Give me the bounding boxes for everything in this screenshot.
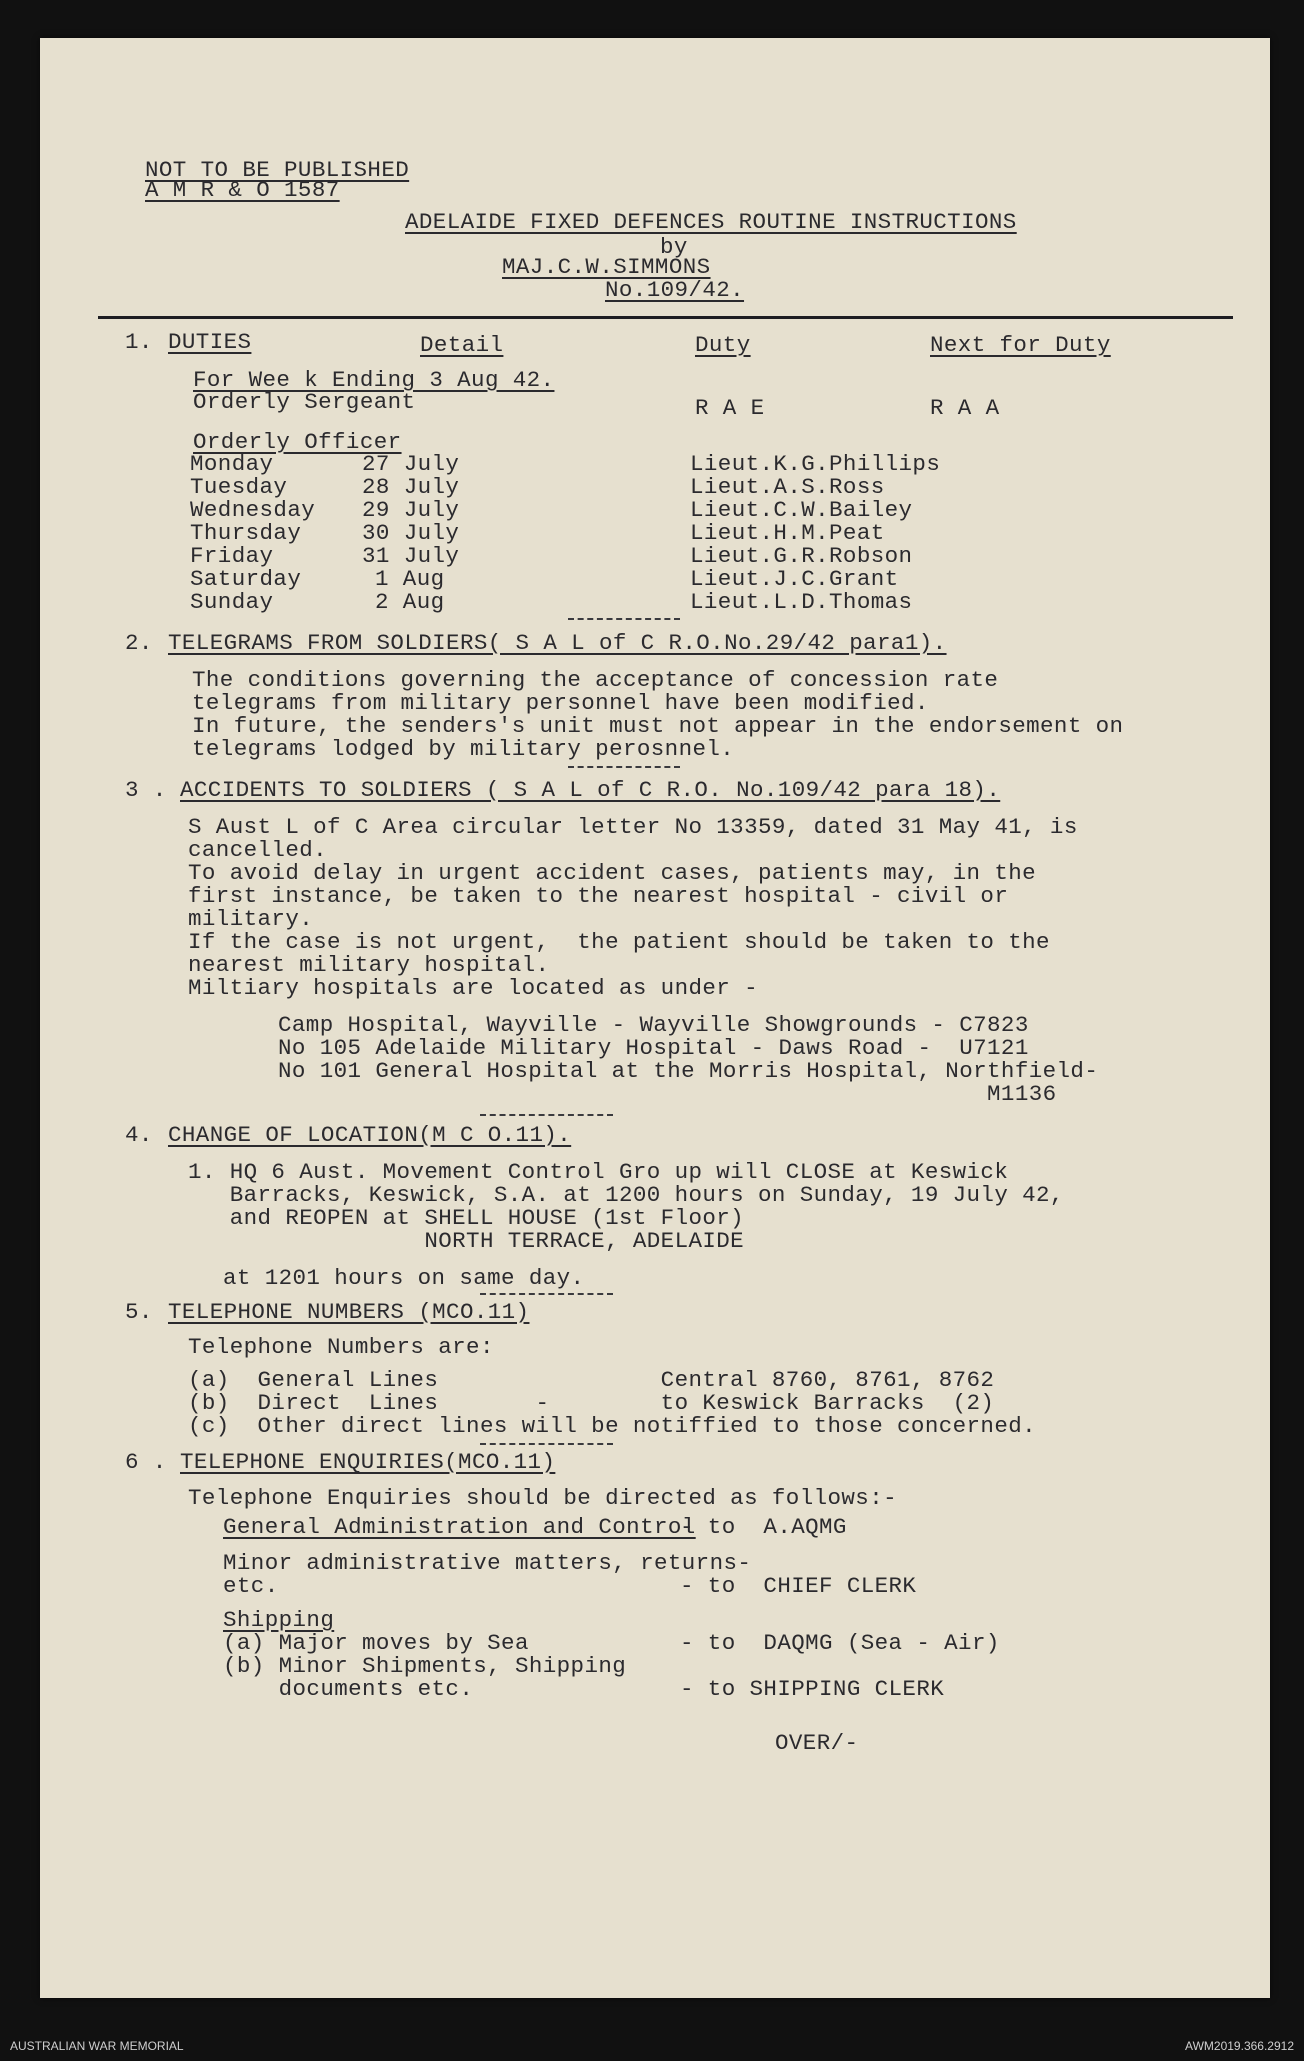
roster-day: Monday [190, 451, 274, 477]
section-5-heading: TELEPHONE NUMBERS (MCO.11) [168, 1299, 530, 1325]
roster-day: Thursday [190, 520, 302, 546]
section-1-number: 1. [125, 329, 153, 355]
shipping-major-line: (a) Major moves by Sea [223, 1630, 529, 1656]
roster-officer: Lieut.L.D.Thomas [690, 589, 913, 615]
hospital-entry: No 101 General Hospital at the Morris Hospital, Northfield- [278, 1058, 1099, 1084]
orderly-sergeant-duty: R A E [695, 395, 765, 421]
section-divider [568, 618, 680, 620]
roster-officer: Lieut.C.W.Bailey [690, 497, 913, 523]
section-4-heading: CHANGE OF LOCATION(M C O.11). [168, 1122, 572, 1148]
accidents-line: S Aust L of C Area circular letter No 13359, dated 31 May 41, is [188, 814, 1078, 840]
section-1-heading: DUTIES [168, 329, 252, 355]
section-2-number: 2. [125, 630, 153, 656]
column-detail: Detail [420, 332, 504, 358]
archive-credit: AUSTRALIAN WAR MEMORIAL [10, 2039, 184, 2053]
telegrams-line: telegrams lodged by military perosnnel. [192, 736, 735, 762]
section-4-number: 4. [125, 1122, 153, 1148]
over-marker: OVER/- [775, 1730, 859, 1756]
section-6-number: 6 . [125, 1449, 167, 1475]
section-3-heading: ACCIDENTS TO SOLDIERS ( S A L of C R.O. No.109/42 para 18). [180, 777, 1001, 803]
accidents-line: first instance, be taken to the nearest hospital - civil or [188, 883, 1009, 909]
roster-day: Friday [190, 543, 274, 569]
roster-date: 30 July [362, 520, 460, 546]
accidents-line: Miltiary hospitals are located as under - [188, 975, 758, 1001]
section-6-heading: TELEPHONE ENQUIRIES(MCO.11) [180, 1449, 556, 1475]
reference-number: A M R & O 1587 [145, 177, 340, 203]
section-5-number: 5. [125, 1299, 153, 1325]
minor-admin-contact: - to CHIEF CLERK [680, 1573, 917, 1599]
roster-date: 29 July [362, 497, 460, 523]
phone-numbers-intro: Telephone Numbers are: [188, 1334, 494, 1360]
roster-day: Wednesday [190, 497, 316, 523]
phone-line: (a) General Lines Central 8760, 8761, 8762 [188, 1367, 995, 1393]
security-marking: NOT TO BE PUBLISHED [145, 157, 410, 183]
accidents-line: nearest military hospital. [188, 952, 550, 978]
minor-admin-line: Minor administrative matters, returns- [223, 1550, 752, 1576]
week-ending: For Wee k Ending 3 Aug 42. [193, 367, 555, 393]
roster-date: 31 July [362, 543, 460, 569]
roster-officer: Lieut.J.C.Grant [690, 566, 899, 592]
roster-day: Sunday [190, 589, 274, 615]
accidents-line: cancelled. [188, 837, 328, 863]
general-admin-contact: - to A.AQMG [680, 1514, 847, 1540]
roster-date: 1 Aug [375, 566, 445, 592]
hospital-entry: No 105 Adelaide Military Hospital - Daws Road - U7121 [278, 1035, 1029, 1061]
issuing-officer: MAJ.C.W.SIMMONS [502, 254, 711, 280]
accidents-line: To avoid delay in urgent accident cases, patients may, in the [188, 860, 1037, 886]
roster-day: Saturday [190, 566, 302, 592]
roster-day: Tuesday [190, 474, 288, 500]
phone-line: (b) Direct Lines - to Keswick Barracks (2) [188, 1390, 995, 1416]
column-next-duty: Next for Duty [930, 332, 1111, 358]
location-line: and REOPEN at SHELL HOUSE (1st Floor) [188, 1205, 745, 1231]
telegrams-line: The conditions governing the acceptance of concession rate [192, 667, 999, 693]
accidents-line: military. [188, 906, 314, 932]
enquiries-intro: Telephone Enquiries should be directed as follows:- [188, 1485, 898, 1511]
by-line: by [660, 234, 688, 260]
column-duty: Duty [695, 332, 751, 358]
hospital-entry: M1136 [278, 1081, 1057, 1107]
phone-line: (c) Other direct lines will be notiffied to those concerned. [188, 1413, 1037, 1439]
document-title: ADELAIDE FIXED DEFENCES ROUTINE INSTRUCTIONS [405, 209, 1017, 235]
roster-date: 28 July [362, 474, 460, 500]
document-page [40, 38, 1270, 1998]
orderly-sergeant-next: R A A [930, 395, 1000, 421]
shipping-minor-contact: - to SHIPPING CLERK [680, 1676, 945, 1702]
section-divider [480, 1293, 613, 1295]
shipping-major-contact: - to DAQMG (Sea - Air) [680, 1630, 1000, 1656]
section-divider [480, 1443, 613, 1445]
telegrams-line: In future, the senders's unit must not appear in the endorsement on [192, 713, 1124, 739]
section-2-heading: TELEGRAMS FROM SOLDIERS( S A L of C R.O.No.29/42 para1). [168, 630, 947, 656]
general-admin-label: General Administration and Control [223, 1514, 696, 1540]
shipping-minor-line: documents etc. [223, 1676, 474, 1702]
section-3-number: 3 . [125, 777, 167, 803]
roster-date: 27 July [362, 451, 460, 477]
section-divider [480, 1114, 613, 1116]
archive-reference: AWM2019.366.2912 [1185, 2039, 1294, 2053]
minor-admin-line: etc. [223, 1573, 279, 1599]
roster-date: 2 Aug [375, 589, 445, 615]
roster-officer: Lieut.A.S.Ross [690, 474, 885, 500]
location-last-line: at 1201 hours on same day. [223, 1265, 585, 1291]
instruction-number: No.109/42. [605, 277, 745, 303]
section-divider [568, 766, 680, 768]
roster-officer: Lieut.H.M.Peat [690, 520, 885, 546]
shipping-minor-line: (b) Minor Shipments, Shipping [223, 1653, 627, 1679]
shipping-label: Shipping [223, 1607, 335, 1633]
location-line: 1. HQ 6 Aust. Movement Control Gro up will CLOSE at Keswick [188, 1159, 1009, 1185]
roster-officer: Lieut.K.G.Phillips [690, 451, 941, 477]
location-line: Barracks, Keswick, S.A. at 1200 hours on Sunday, 19 July 42, [188, 1182, 1064, 1208]
orderly-sergeant-label: Orderly Sergeant [193, 389, 416, 415]
header-rule [98, 316, 1233, 319]
roster-officer: Lieut.G.R.Robson [690, 543, 913, 569]
hospital-entry: Camp Hospital, Wayville - Wayville Showgrounds - C7823 [278, 1012, 1029, 1038]
telegrams-line: telegrams from military personnel have been modified. [192, 690, 929, 716]
accidents-line: If the case is not urgent, the patient should be taken to the [188, 929, 1050, 955]
location-line: NORTH TERRACE, ADELAIDE [188, 1228, 745, 1254]
orderly-officer-label: Orderly Officer [193, 429, 402, 455]
